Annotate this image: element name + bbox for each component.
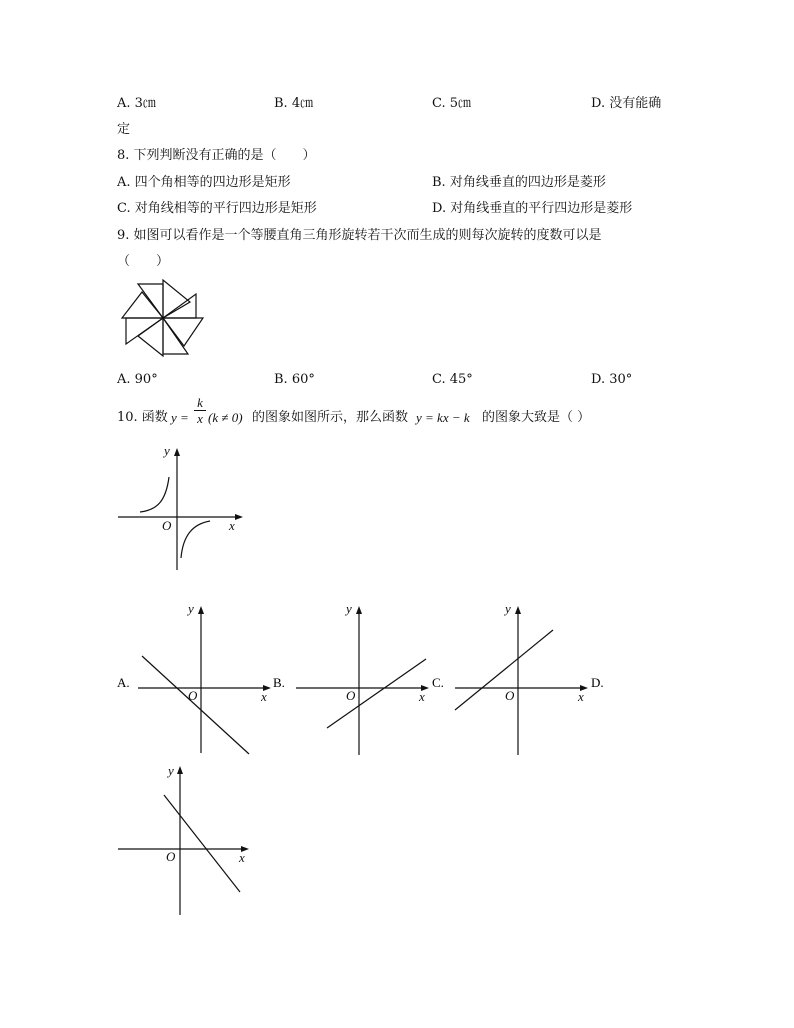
q10-fraction-denominator: x (194, 410, 206, 426)
q7-option-b: B. 4㎝ (274, 96, 314, 111)
graph-d-line (164, 795, 240, 892)
y-axis-label: y (164, 443, 170, 458)
graph-c-x-label: x (578, 689, 584, 704)
q9-option-a: A. 90° (117, 372, 158, 387)
q8-option-b: B. 对角线垂直的四边形是菱形 (432, 175, 606, 190)
graph-c-origin-label: O (505, 688, 515, 703)
q10-expression: y = kx − k (416, 410, 470, 425)
graph-d-y-label: y (168, 763, 174, 778)
q9-option-d: D. 30° (591, 372, 633, 387)
graph-a-option-label: A. (117, 675, 130, 690)
q7-option-d-wrap: 定 (117, 122, 131, 137)
q10-fraction-numerator: k (197, 395, 203, 410)
graph-d-x-label: x (239, 850, 245, 865)
graph-c-y-label: y (505, 601, 511, 616)
q9-paren: （ ） (117, 254, 170, 269)
q7-option-c: C. 5㎝ (432, 96, 472, 111)
q10-mid-text: 的图象如图所示，那么函数 (252, 410, 409, 425)
q7-option-a: A. 3㎝ (117, 96, 156, 111)
q10-lhs: y = (171, 410, 189, 425)
graph-b-y-label: y (346, 601, 352, 616)
q9-stem: 9. 如图可以看作是一个等腰直角三角形旋转若干次而生成的则每次旋转的度数可以是 (117, 228, 602, 243)
q7-option-d: D. 没有能确 (591, 96, 662, 111)
graph-a-y-label: y (188, 601, 194, 616)
q10-number: 10. 函数 (117, 410, 168, 425)
q8-stem: 8. 下列判断没有正确的是（ ） (117, 148, 316, 163)
q10-condition: (k ≠ 0) (208, 410, 243, 425)
origin-label: O (162, 518, 172, 533)
graph-b-option-label: B. (273, 675, 285, 690)
graph-c-option-label: C. (432, 675, 444, 690)
q9-option-c: C. 45° (432, 372, 473, 387)
q9-option-b: B. 60° (274, 372, 315, 387)
graph-a-origin-label: O (188, 688, 198, 703)
q8-option-c: C. 对角线相等的平行四边形是矩形 (117, 201, 317, 216)
q10-tail-text: 的图象大致是（ ） (482, 410, 591, 425)
graph-b-x-label: x (419, 689, 425, 704)
graph-d-origin-label: O (166, 849, 176, 864)
q8-option-a: A. 四个角相等的四边形是矩形 (117, 175, 291, 190)
graph-d-y-arrow-icon (177, 766, 183, 774)
graph-d-option-label: D. (591, 675, 604, 690)
x-axis-label: x (229, 518, 235, 533)
graph-b-origin-label: O (346, 688, 356, 703)
q8-option-d: D. 对角线垂直的平行四边形是菱形 (432, 201, 633, 216)
graph-a-x-label: x (261, 689, 267, 704)
